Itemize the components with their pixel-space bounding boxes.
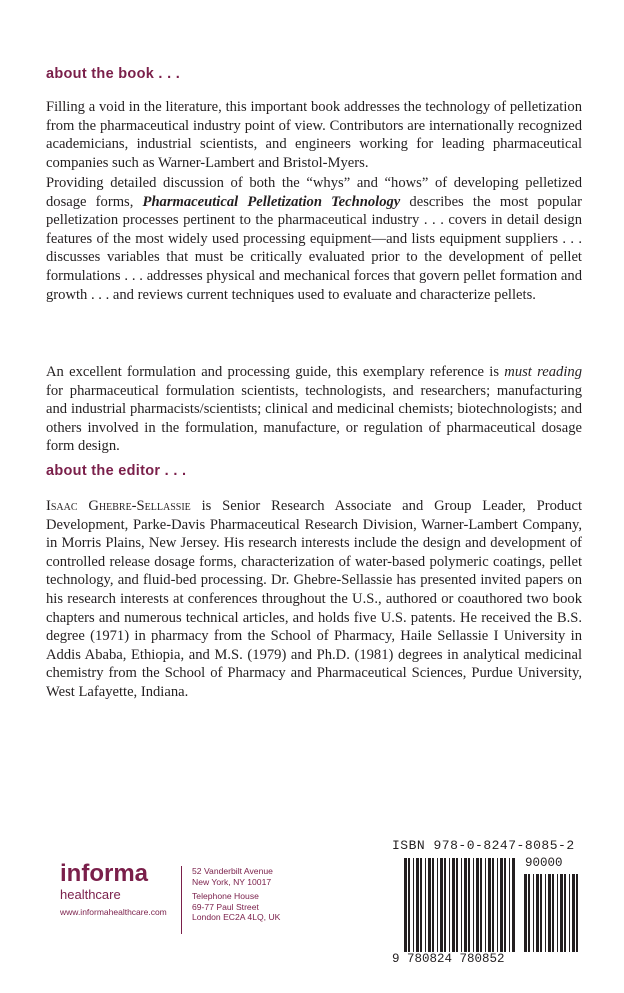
barcode-bars bbox=[392, 858, 582, 954]
editor-bio bbox=[46, 497, 582, 702]
uk-address-line-1: Telephone House bbox=[192, 891, 259, 902]
editor-name: Isaac Ghebre-Sellassie bbox=[46, 498, 191, 514]
paragraph-3-intro: An excellent formulation and processing guide, this exemplary reference is bbox=[46, 364, 505, 380]
uk-address-line-2: 69-77 Paul Street bbox=[192, 901, 259, 912]
about-book-heading: about the book . . . bbox=[46, 66, 181, 82]
uk-address-line-3: London EC2A 4LQ, UK bbox=[192, 912, 281, 923]
paragraph-3-body: for pharmaceutical formulation scientists, technologists, and researchers; manufacturing and industrial pharmacists/scientists; clinical and medicinal chemists; biotechnologists; and others involved in the formulation, manufacture, or regulation of pharmaceutical dosage form design. bbox=[46, 382, 582, 455]
must-reading-emphasis: must reading bbox=[504, 364, 582, 380]
publisher-url: www.informahealthcare.com bbox=[60, 907, 167, 917]
editor-bio-text: is Senior Research Associate and Group Leader, Product Development, Parke-Davis Pharmaceutical Research Division, Warner-Lambert Company, in Morris Plains, New Jersey. His research interests include the design and development of controlled release dosage forms, characterization of water-based polymeric coatings, pellet technology, and fluid-bed processing. Dr. Ghebre-Sellassie has presented invited papers on his research interests at conferences throughout the U.S., authored or coauthored two book chapters and numerous technical articles, and holds five U.S. patents. He received the B.S. degree (1971) in pharmacy from the School of Pharmacy, Haile Sellassie I University in Addis Ababa, Ethiopia, and M.S. (1979) and Ph.D. (1981) degrees in analytical medicinal chemistry from the School of Pharmacy and Pharmaceutical Sciences, Purdue University, West Lafayette, Indiana. bbox=[46, 498, 582, 700]
informa-wordmark: informa bbox=[60, 860, 149, 887]
publisher-logo bbox=[60, 862, 167, 918]
paragraph-2-intro: Providing detailed discussion of both the “whys” and “hows” of developing pelletized dosage forms, bbox=[46, 175, 582, 210]
isbn-barcode bbox=[392, 838, 582, 966]
about-book-paragraph-2 bbox=[46, 174, 582, 304]
book-title: Pharmaceutical Pelletization Technology bbox=[142, 193, 401, 210]
about-book-paragraph-3 bbox=[46, 363, 582, 456]
barcode-digits: 9 780824 780852 bbox=[392, 952, 505, 966]
isbn-text: ISBN 978-0-8247-8085-2 bbox=[392, 838, 575, 853]
healthcare-wordmark: healthcare bbox=[60, 887, 121, 902]
publisher-divider bbox=[181, 866, 182, 934]
paragraph-2-body: describes the most popular pelletization processes pertinent to the pharmaceutical industry . . . covers in detail design features of the most widely used processing equipment—and lists equipment suppliers . . . discusses variables that must be critically evaluated prior to the development of pellet formulations . . . addresses physical and mechanical forces that govern pellet formation and growth . . . and reviews current techniques used to evaluate and characterize pellets. bbox=[46, 193, 582, 303]
us-address-line-1: 52 Vanderbilt Avenue bbox=[192, 866, 273, 876]
about-book-paragraph-1: Filling a void in the literature, this important book addresses the technology of pelletization from the pharmaceutical industry point of view. Contributors are internationally recognized academicians, industrial scientists, and engineers working for leading pharmaceutical companies such as Warner-Lambert and Bristol-Myers. bbox=[46, 99, 582, 171]
us-address-line-2: New York, NY 10017 bbox=[192, 876, 272, 887]
about-editor-heading: about the editor . . . bbox=[46, 463, 187, 479]
barcode-addon-number: 90000 bbox=[525, 856, 563, 870]
publisher-address bbox=[192, 866, 280, 923]
